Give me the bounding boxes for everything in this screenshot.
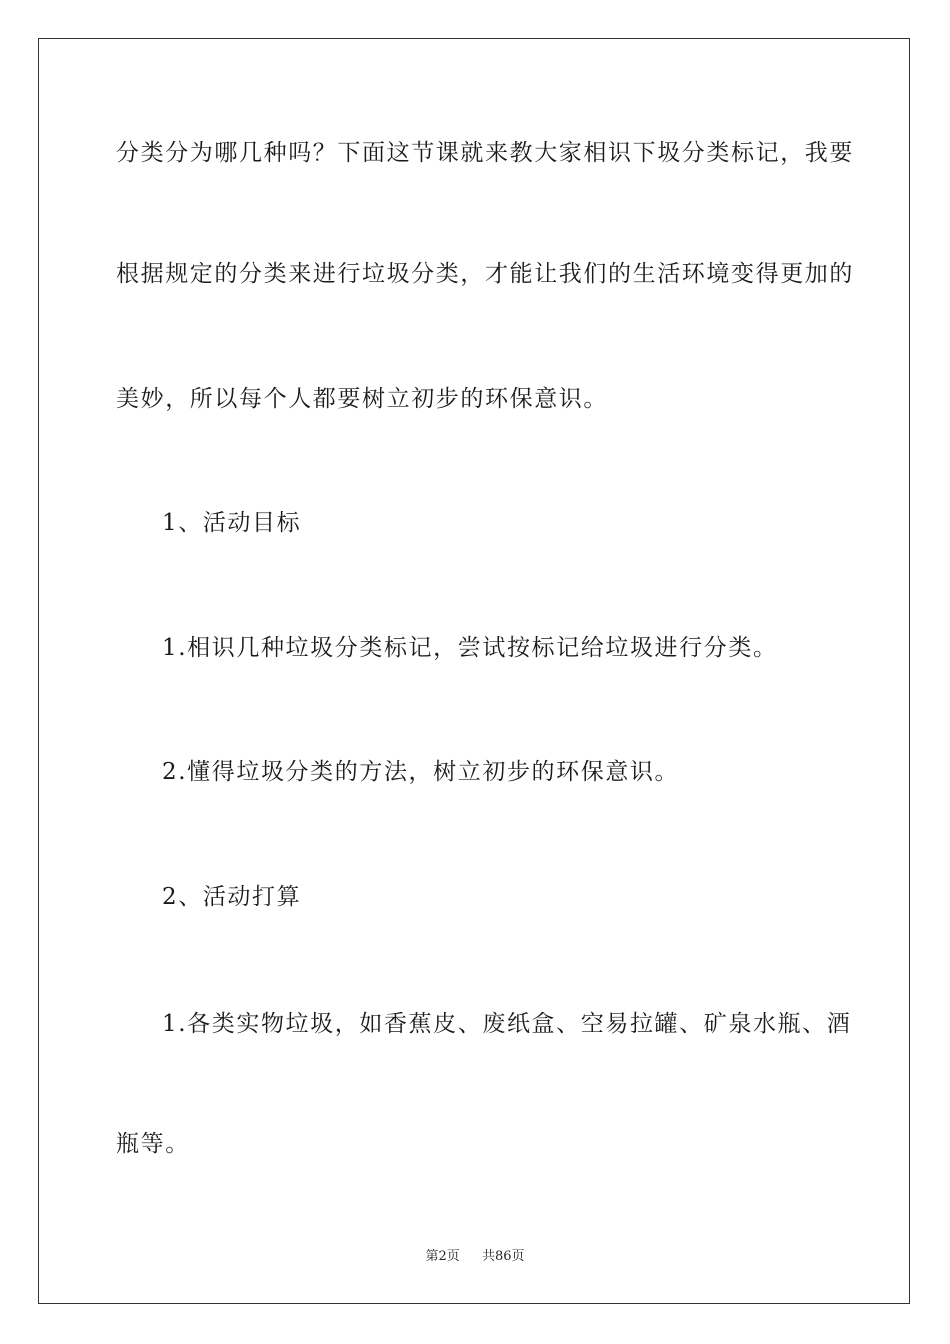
section-heading-activity-plan: 2、活动打算	[162, 884, 302, 910]
body-text-line-1: 分类分为哪几种吗？下面这节课就来教大家相识下圾分类标记，我要	[116, 140, 854, 166]
page-number: 第2页	[425, 1249, 460, 1264]
list-item-goal-2: 2.懂得垃圾分类的方法，树立初步的环保意识。	[162, 759, 680, 785]
page-border	[38, 38, 910, 1304]
section-heading-activity-goals: 1、活动目标	[162, 510, 302, 536]
total-pages: 共86页	[482, 1249, 525, 1264]
body-text-line-3: 美妙，所以每个人都要树立初步的环保意识。	[116, 386, 608, 412]
list-item-goal-1: 1.相识几种垃圾分类标记，尝试按标记给垃圾进行分类。	[162, 635, 778, 661]
page-footer	[0, 1248, 950, 1266]
list-item-plan-1: 1.各类实物垃圾，如香蕉皮、废纸盒、空易拉罐、矿泉水瓶、酒	[162, 1011, 852, 1037]
list-item-plan-1-continued: 瓶等。	[116, 1131, 190, 1157]
body-text-line-2: 根据规定的分类来进行垃圾分类，才能让我们的生活环境变得更加的	[116, 261, 854, 287]
